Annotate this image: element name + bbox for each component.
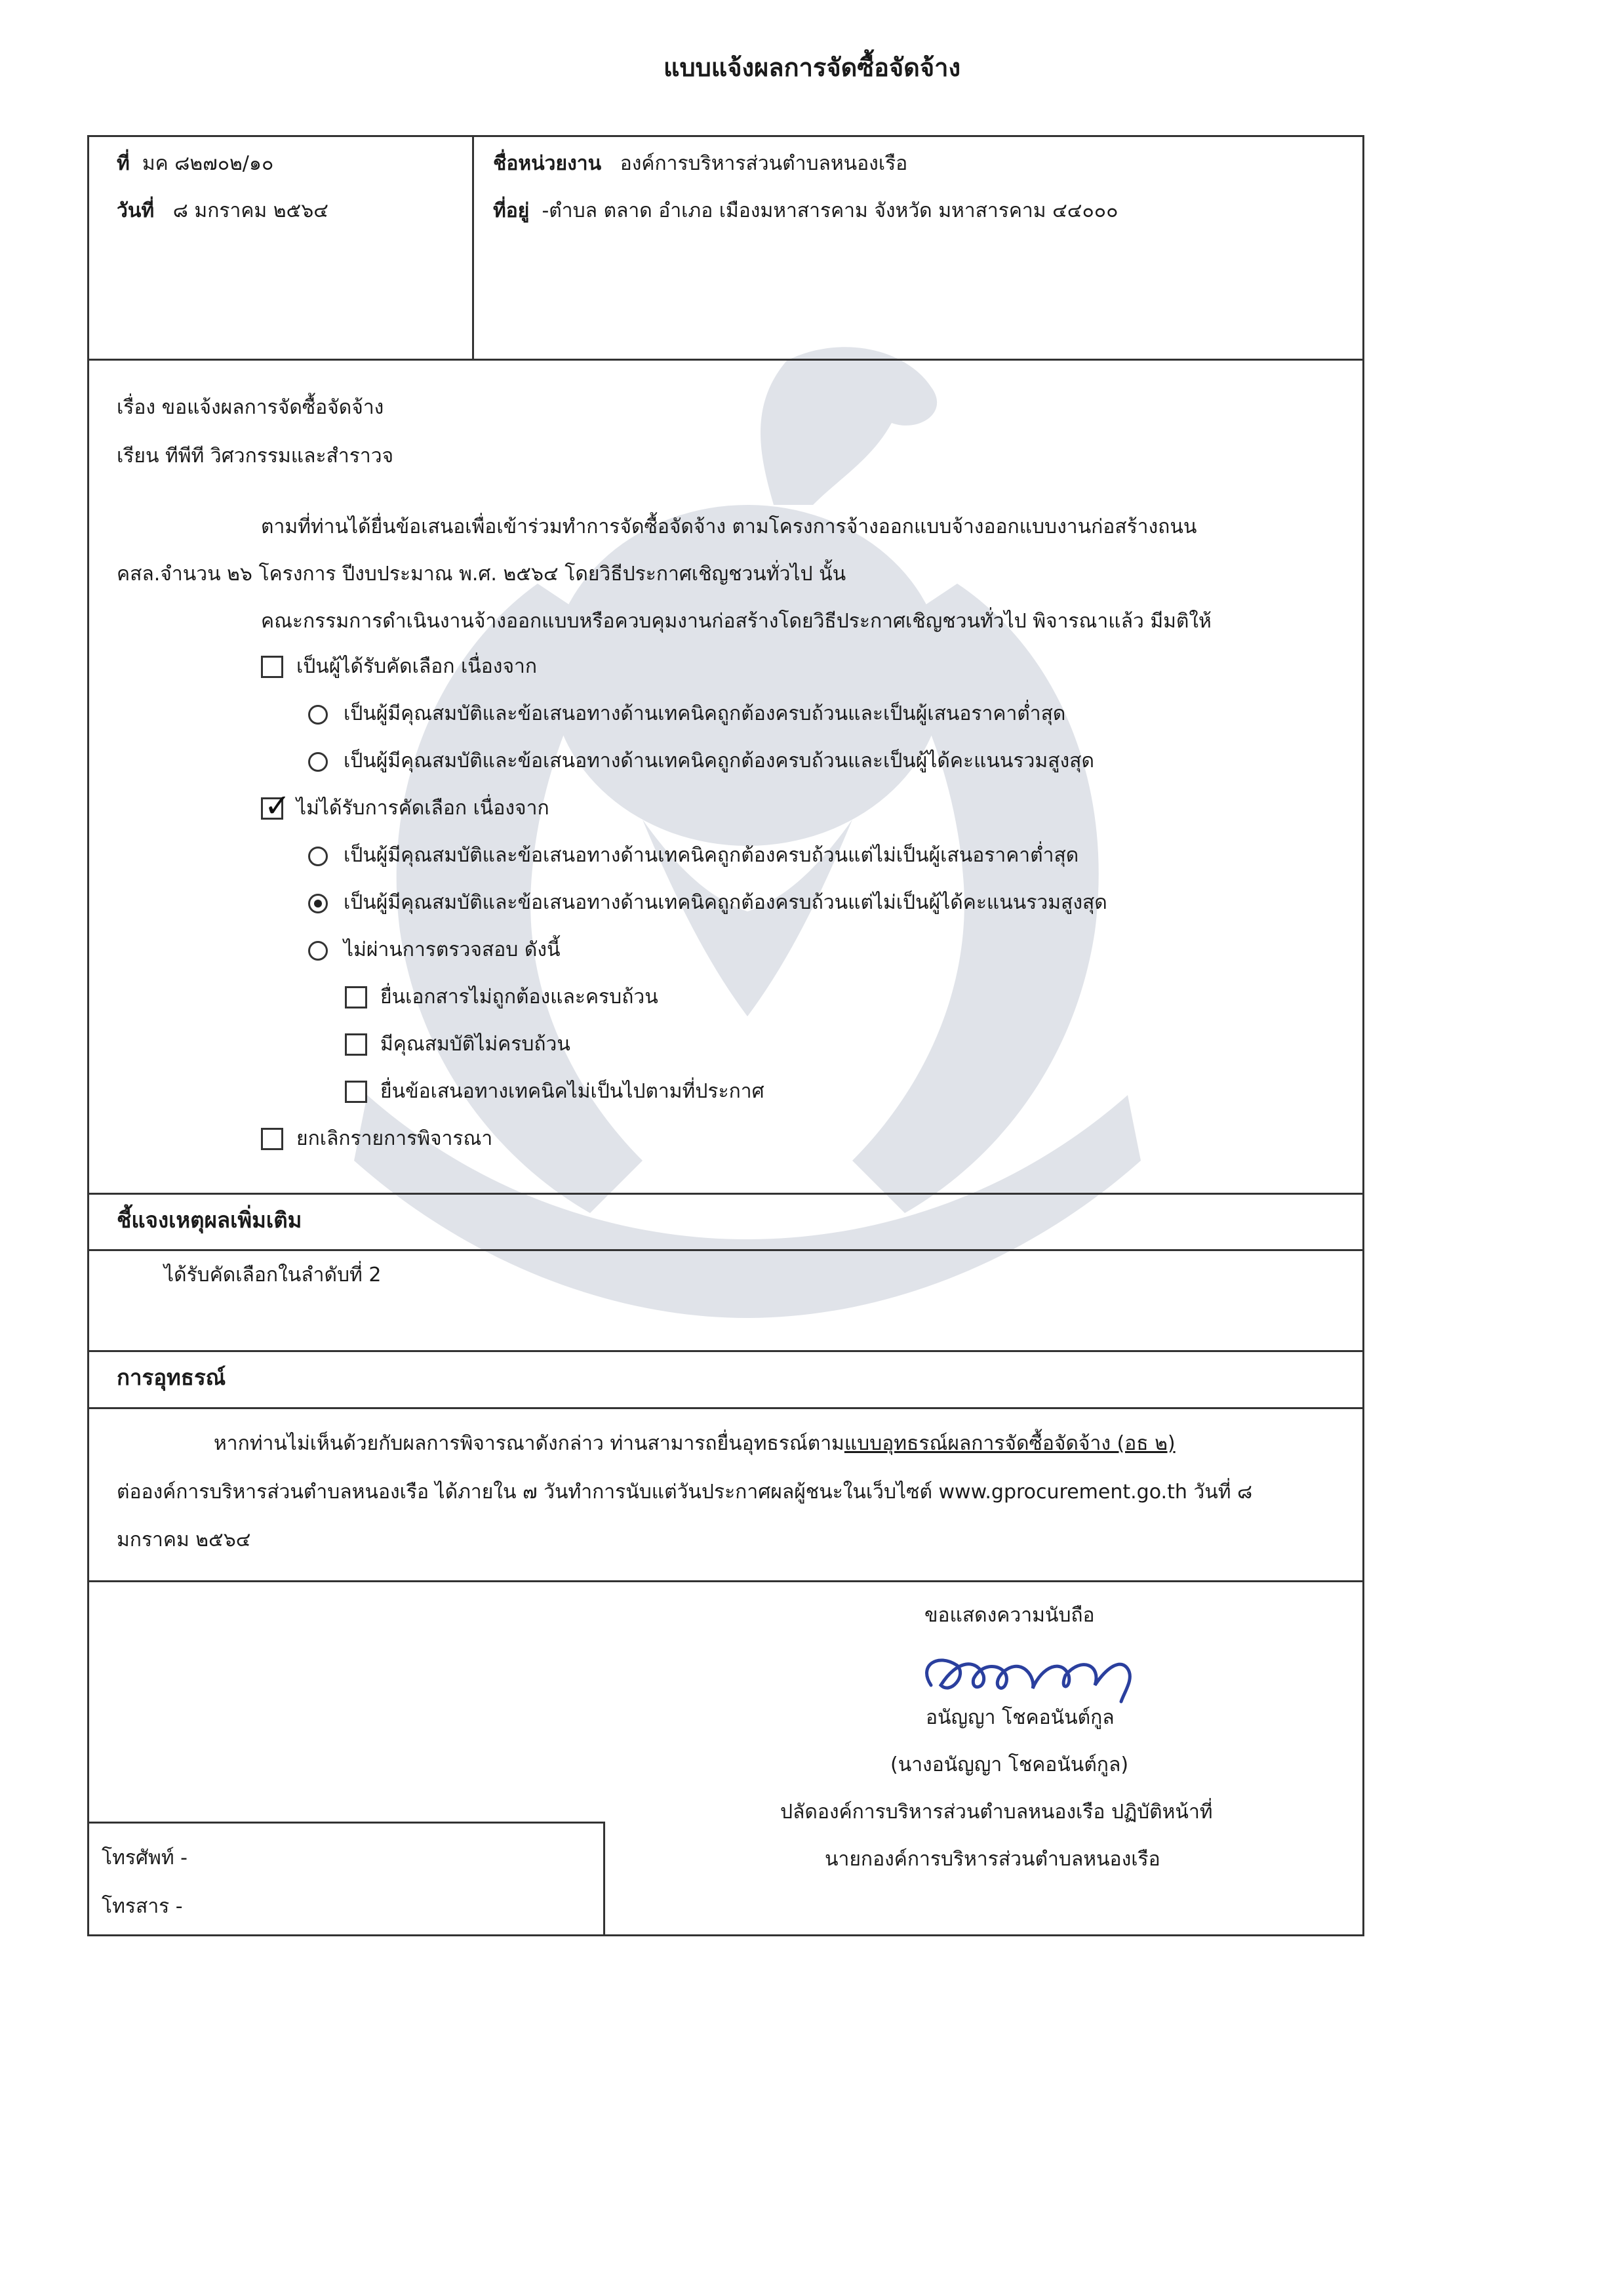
appeal-form-link[interactable]: แบบอุทธรณ์ผลการจัดซื้อจัดจ้าง (อธ ๒) xyxy=(844,1432,1176,1455)
document-title: แบบแจ้งผลการจัดซื้อจัดจ้าง xyxy=(663,53,961,82)
frame-bottom-line xyxy=(87,1934,1364,1936)
appeal-heading: การอุทธรณ์ xyxy=(117,1365,226,1390)
selected-checkbox[interactable] xyxy=(261,656,283,678)
appeal-line-1 xyxy=(214,1431,1176,1457)
not-selected-reason-3-radio[interactable] xyxy=(308,941,328,961)
phone-label: โทรศัพท์ - xyxy=(102,1846,188,1869)
frame-right-line xyxy=(1362,135,1364,1936)
garuda-watermark-icon xyxy=(249,308,1233,1370)
sub-item-1-label: ยื่นเอกสารไม่ถูกต้องและครบถ้วน xyxy=(380,986,658,1008)
contact-box-right-line xyxy=(603,1822,605,1936)
section-appeal-top-line xyxy=(87,1350,1364,1352)
section-explanation-mid-line xyxy=(87,1249,1364,1251)
sub-item-2-label: มีคุณสมบัติไม่ครบถ้วน xyxy=(380,1033,570,1056)
agency-label: ชื่อหน่วยงาน xyxy=(493,152,602,175)
address-row xyxy=(493,198,1118,224)
not-selected-reason-3-label: ไม่ผ่านการตรวจสอบ ดังนี้ xyxy=(344,938,561,961)
signer-name: อนัญญา โชคอนันต์กูล xyxy=(926,1706,1115,1729)
not-selected-reason-2-radio[interactable] xyxy=(308,894,328,913)
paragraph-1-line-1: ตามที่ท่านได้ยื่นข้อเสนอเพื่อเข้าร่วมทำการจัดซื้อจัดจ้าง ตามโครงการจ้างออกแบบจ้างออกแบบงานก่อสร้างถนน xyxy=(261,515,1197,538)
selected-reason-2-label: เป็นผู้มีคุณสมบัติและข้อเสนอทางด้านเทคนิคถูกต้องครบถ้วนและเป็นผู้ได้คะแนนรวมสูงสุด xyxy=(344,749,1094,772)
not-selected-checkbox[interactable] xyxy=(261,788,291,824)
section-appeal-mid-line xyxy=(87,1407,1364,1409)
appeal-line-1-text: หากท่านไม่เห็นด้วยกับผลการพิจารณาดังกล่าว ท่านสามารถยื่นอุทธรณ์ตาม xyxy=(214,1432,844,1455)
not-selected-reason-1-radio[interactable] xyxy=(308,847,328,866)
sub-item-3-checkbox[interactable] xyxy=(345,1081,367,1103)
header-divider-line xyxy=(472,135,474,361)
sub-item-2-checkbox[interactable] xyxy=(345,1033,367,1056)
frame-left-line xyxy=(87,135,89,1936)
section-explanation-top-line xyxy=(87,1193,1364,1195)
address-label: ที่อยู่ xyxy=(493,199,530,222)
date-label: วันที่ xyxy=(117,199,155,222)
checkmark-icon: ✓ xyxy=(264,788,291,824)
ref-row xyxy=(117,151,273,177)
cancel-label: ยกเลิกรายการพิจารณา xyxy=(296,1127,493,1150)
closing-text: ขอแสดงความนับถือ xyxy=(924,1604,1095,1627)
signature-image xyxy=(911,1639,1160,1711)
signer-position-1: ปลัดองค์การบริหารส่วนตำบลหนองเรือ ปฏิบัติหน้าที่ xyxy=(780,1801,1213,1824)
cancel-checkbox[interactable] xyxy=(261,1128,283,1150)
contact-box-top-line xyxy=(87,1822,605,1824)
selected-reason-2-radio[interactable] xyxy=(308,752,328,772)
section-signature-top-line xyxy=(87,1580,1364,1582)
not-selected-reason-2-label: เป็นผู้มีคุณสมบัติและข้อเสนอทางด้านเทคนิคถูกต้องครบถ้วนแต่ไม่เป็นผู้ได้คะแนนรวมสูงสุด xyxy=(344,891,1107,914)
explanation-text: ได้รับคัดเลือกในลำดับที่ 2 xyxy=(164,1264,382,1287)
header-bottom-line xyxy=(87,359,1364,361)
selected-reason-1-radio[interactable] xyxy=(308,705,328,725)
ref-value: มค ๘๒๗๐๒/๑๐ xyxy=(142,152,274,175)
ref-label: ที่ xyxy=(117,152,130,175)
appeal-line-3: มกราคม ๒๕๖๔ xyxy=(117,1528,251,1551)
explanation-heading: ชี้แจงเหตุผลเพิ่มเติม xyxy=(117,1207,302,1233)
signer-position-2: นายกองค์การบริหารส่วนตำบลหนองเรือ xyxy=(825,1848,1160,1871)
paragraph-2: คณะกรรมการดำเนินงานจ้างออกแบบหรือควบคุมงานก่อสร้างโดยวิธีประกาศเชิญชวนทั่วไป พิจารณาแล้ว มีมติให้ xyxy=(261,610,1212,633)
paragraph-1-line-2: คสล.จำนวน ๒๖ โครงการ ปีงบประมาณ พ.ศ. ๒๕๖๔ โดยวิธีประกาศเชิญชวนทั่วไป นั้น xyxy=(117,563,846,586)
fax-label: โทรสาร - xyxy=(102,1895,183,1918)
signer-full-name: (นางอนัญญา โชคอนันต์กูล) xyxy=(890,1753,1129,1776)
sub-item-1-checkbox[interactable] xyxy=(345,986,367,1008)
not-selected-label: ไม่ได้รับการคัดเลือก เนื่องจาก xyxy=(296,797,549,820)
recipient-line: เรียน ทีพีที วิศวกรรมและสำราวจ xyxy=(117,445,394,468)
date-value: ๘ มกราคม ๒๕๖๔ xyxy=(172,199,328,222)
date-row xyxy=(117,198,328,224)
agency-value: องค์การบริหารส่วนตำบลหนองเรือ xyxy=(620,152,908,175)
appeal-line-2: ต่อองค์การบริหารส่วนตำบลหนองเรือ ได้ภายใน ๗ วันทำการนับแต่วันประกาศผลผู้ชนะในเว็บไซต์ www.gprocurement.go.th วันที่ ๘ xyxy=(117,1481,1253,1504)
address-value: -ตำบล ตลาด อำเภอ เมืองมหาสารคาม จังหวัด มหาสารคาม ๔๔๐๐๐ xyxy=(542,199,1119,222)
selected-reason-1-label: เป็นผู้มีคุณสมบัติและข้อเสนอทางด้านเทคนิคถูกต้องครบถ้วนและเป็นผู้เสนอราคาต่ำสุด xyxy=(344,702,1066,725)
subject-line: เรื่อง ขอแจ้งผลการจัดซื้อจัดจ้าง xyxy=(117,396,384,419)
agency-row xyxy=(493,151,907,177)
selected-label: เป็นผู้ได้รับคัดเลือก เนื่องจาก xyxy=(296,655,538,678)
sub-item-3-label: ยื่นข้อเสนอทางเทคนิคไม่เป็นไปตามที่ประกาศ xyxy=(380,1080,764,1103)
frame-top-line xyxy=(87,135,1364,137)
not-selected-reason-1-label: เป็นผู้มีคุณสมบัติและข้อเสนอทางด้านเทคนิคถูกต้องครบถ้วนแต่ไม่เป็นผู้เสนอราคาต่ำสุด xyxy=(344,844,1079,867)
